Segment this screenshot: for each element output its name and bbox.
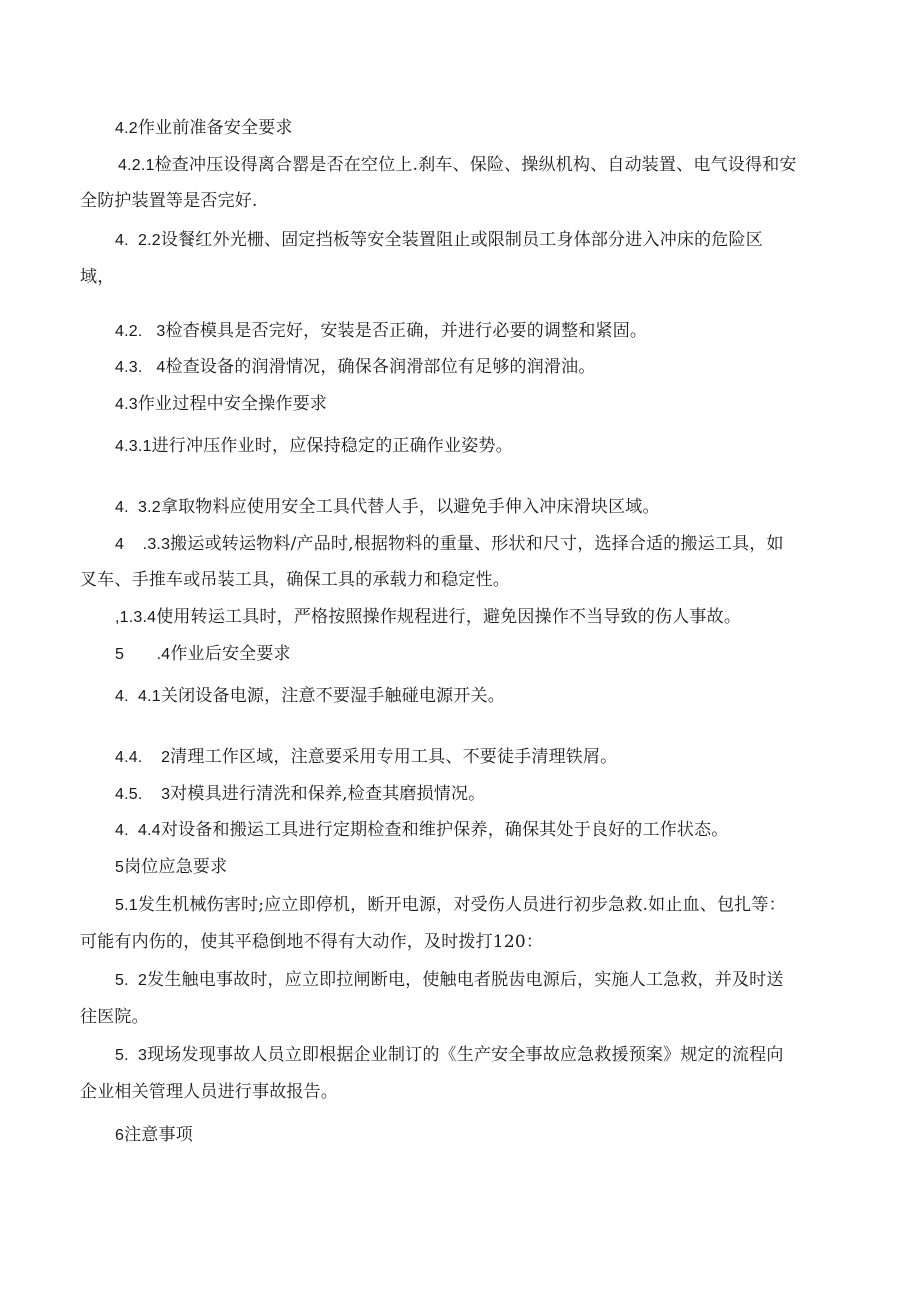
paragraph-line: 4 .3.3搬运或转运物料/产品时,根据物料的重量、形状和尺寸，选择合适的搬运工具，如 bbox=[115, 534, 784, 554]
paragraph-line: 5. 3现场发现事故人员立即根据企业制订的《生产安全事故应急救援预案》规定的流程向 bbox=[115, 1045, 784, 1065]
paragraph-line: 4. 4.1关闭设备电源，注意不要湿手触碰电源开关。 bbox=[115, 686, 505, 706]
paragraph-line: 4.2. 3检杳模具是否完好，安装是否正确，并进行必要的调整和紧固。 bbox=[115, 321, 648, 341]
paragraph-line: 5. 2发生触电事故时，应立即拉闸断电，使触电者脱齿电源后，实施人工急救，并及时送 bbox=[115, 970, 784, 990]
paragraph-line: 企业相关管理人员进行事故报告。 bbox=[80, 1082, 338, 1102]
paragraph-line: 4.2.1检查冲压设得离合罂是否在空位上.刹车、保险、操纵机构、自动装置、电气设得和安 bbox=[118, 155, 797, 175]
paragraph-line: 叉车、手推车或吊装工具，确保工具的承载力和稳定性。 bbox=[80, 570, 510, 590]
paragraph-line: ,1.3.4使用转运工具时，严格按照操作规程进行，避免因操作不当导致的伤人事故。 bbox=[115, 607, 742, 627]
section-heading: 4.2作业前准备安全要求 bbox=[115, 118, 293, 138]
paragraph-line: 往医院。 bbox=[80, 1007, 149, 1027]
paragraph-line: 4.3. 4检查设备的润滑情况，确保各润滑部位有足够的润滑油。 bbox=[115, 357, 596, 377]
paragraph-line: 5.1发生机械伤害时;应立即停机，断开电源，对受伤人员进行初步急救.如止血、包扎等： bbox=[115, 895, 786, 915]
paragraph-line: 4.3.1进行冲压作业时，应保持稳定的正确作业姿势。 bbox=[115, 436, 513, 456]
section-heading: 5岗位应急要求 bbox=[115, 857, 228, 877]
paragraph-line: 4. 2.2设餐红外光栅、固定挡板等安全装置阻止或限制员工身体部分进入冲床的危险区 bbox=[115, 230, 763, 250]
section-heading: 6注意事项 bbox=[115, 1125, 193, 1145]
paragraph-line: 4.5. 3对模具进行清洗和保养,检查其磨损情况。 bbox=[115, 784, 486, 804]
section-heading: 5 .4作业后安全要求 bbox=[115, 644, 291, 664]
paragraph-line: 可能有内伤的，使其平稳倒地不得有大动作，及时拨打120： bbox=[80, 932, 544, 952]
paragraph-line: 4.4. 2清理工作区域，注意要采用专用工具、不要徒手清理铁屑。 bbox=[115, 747, 618, 767]
section-heading: 4.3作业过程中安全操作要求 bbox=[115, 394, 328, 414]
paragraph-line: 4. 4.4对设备和搬运工具进行定期检查和维护保养，确保其处于良好的工作状态。 bbox=[115, 820, 729, 840]
paragraph-line: 域， bbox=[80, 267, 115, 287]
paragraph-line: 全防护装置等是否完好. bbox=[80, 191, 258, 211]
paragraph-line: 4. 3.2拿取物料应使用安全工具代替人手，以避免手伸入冲床滑块区域。 bbox=[115, 497, 660, 517]
